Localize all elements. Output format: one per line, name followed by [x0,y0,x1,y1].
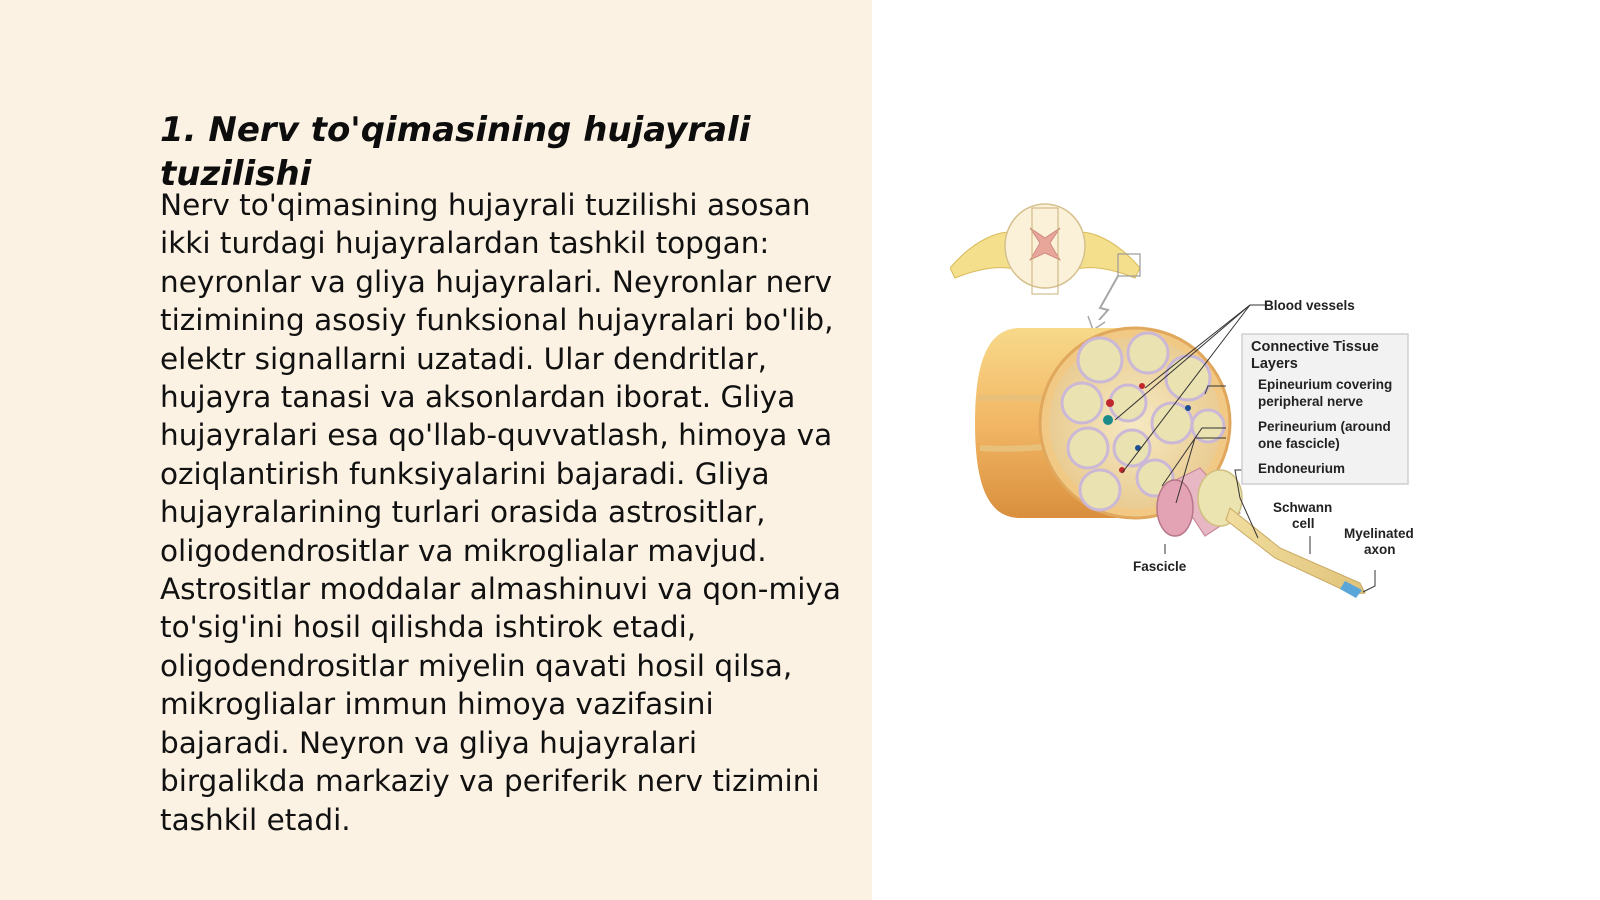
slide-title: 1. Nerv to'qimasining hujayrali tuzilishi [160,110,751,194]
label-schwann-2: cell [1292,516,1315,531]
label-myelinated-1: Myelinated [1344,526,1414,541]
label-fascicle: Fascicle [1133,559,1187,574]
label-epineurium-2: peripheral nerve [1258,394,1364,409]
label-connective-title-1: Connective Tissue [1251,339,1379,355]
label-schwann-1: Schwann [1273,500,1333,515]
label-perineurium-2: one fascicle) [1258,436,1340,451]
label-perineurium-1: Perineurium (around [1258,419,1391,434]
nerve-cross-section-figure [950,198,1460,616]
slide-body-text: Nerv to'qimasining hujayrali tuzilishi asosan ikki turdagi hujayralardan tashkil topgan: neyronlar va gliya hujayralari. Neyronlar nerv tizimining asosiy funksional hujayralari bo'lib, elektr signallarni uzatadi. Ular dendritlar, hujayra tanasi va aksonlardan iborat. Gliya hujayralari esa qo'llab-quvvatlash, himoya va oziqlantirish funksiyalarini bajaradi. Gliya hujayralarining turlari orasida astrositlar, oligodendrositlar va mikroglialar mavjud. Astrositlar moddalar almashinuvi va qon-miya to'sig'ini hosil qilishda ishtirok etadi, oligodendrositlar miyelin qavati hosil qilsa, mikroglialar immun himoya vazifasini bajaradi. Neyron va gliya hujayralari birgalikda markaziy va periferik nerv tizimini tashkil etadi. [160,188,841,837]
label-epineurium-1: Epineurium covering [1258,377,1393,392]
label-endoneurium: Endoneurium [1258,461,1345,476]
fascicle-extension [1157,468,1365,598]
label-blood-vessels: Blood vessels [1264,298,1355,313]
label-connective-title-2: Layers [1251,356,1298,372]
spinal-cord-illustration [950,204,1140,330]
label-myelinated-2: axon [1364,542,1396,557]
